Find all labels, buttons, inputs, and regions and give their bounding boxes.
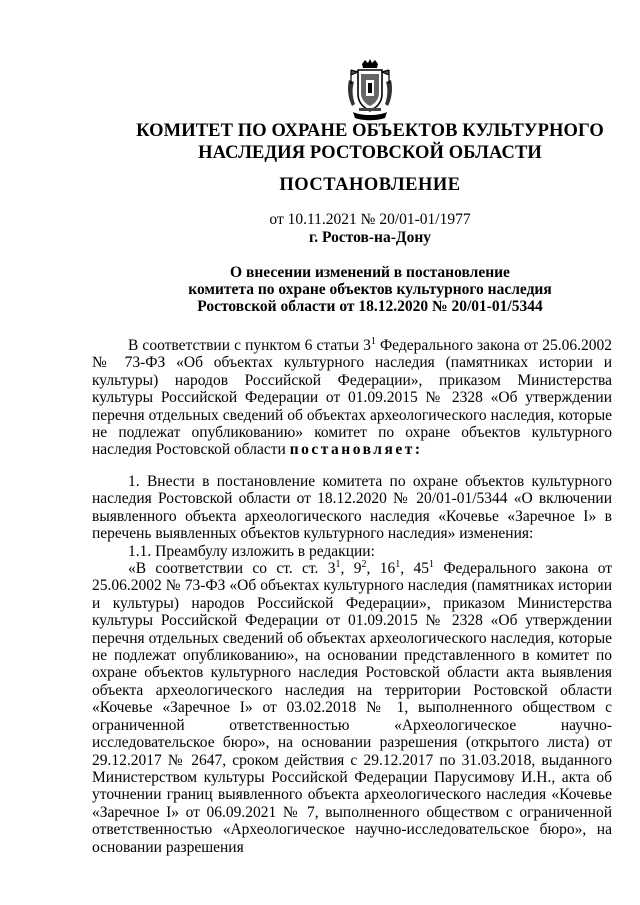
quote-text-1: «В соответствии со ст. ст. 3 bbox=[128, 560, 336, 578]
document-date-number: от 10.11.2021 № 20/01-01/1977 bbox=[269, 211, 471, 228]
decree-word: постановляет: bbox=[289, 441, 423, 459]
quote-text-4: , 45 bbox=[400, 560, 429, 578]
quote-sup-1: 1 bbox=[335, 558, 341, 570]
decree-body bbox=[92, 473, 612, 856]
preamble-text-a: В соответствии с пунктом 6 статьи 3 bbox=[128, 337, 371, 354]
quote-sup-2: 2 bbox=[361, 558, 367, 570]
document-type: ПОСТАНОВЛЕНИЕ bbox=[279, 175, 461, 195]
document-subject bbox=[0, 264, 640, 315]
preamble-paragraph bbox=[92, 337, 612, 459]
preamble-text-b: Федерального закона от 25.06.2002 № 73-ФЗ «Об объектах культурного наследия (памятниках истории и культуры) народов Российской Федерации», приказом Министерства культуры Российской Федерации от 01.09.2015 № 2328 «Об утверждении перечня отдельных сведений об объектах археологического наследия, которые не подлежат опубликованию» комитет по охране объектов культурного наследия Ростовской области bbox=[92, 337, 612, 459]
subject-line1: О внесении изменений в постановление bbox=[230, 264, 510, 281]
preamble-sup-a: 1 bbox=[370, 335, 376, 347]
quote-text-3: , 16 bbox=[366, 560, 396, 578]
document-city: г. Ростов-на-Дону bbox=[309, 229, 431, 246]
quoted-preamble bbox=[92, 560, 612, 856]
committee-name bbox=[0, 120, 640, 164]
quote-text-2: , 9 bbox=[340, 560, 362, 578]
quote-sup-4: 1 bbox=[428, 558, 434, 570]
subject-line3: Ростовской области от 18.12.2020 № 20/01-01/5344 bbox=[197, 298, 543, 315]
item-1: 1. Внести в постановление комитета по охране объектов культурного наследия Ростовской области от 18.12.2020 № 20/01-01/5344 «О включении выявленного объекта археологического наследия «Кочевье «Заречное I» в перечень выявленных объектов культурного наследия» изменения: bbox=[92, 473, 612, 543]
committee-name-line2: НАСЛЕДИЯ РОСТОВСКОЙ ОБЛАСТИ bbox=[198, 143, 542, 163]
committee-name-line1: КОМИТЕТ ПО ОХРАНЕ ОБЪЕКТОВ КУЛЬТУРНОГО bbox=[136, 121, 604, 141]
subject-line2: комитета по охране объектов культурного наследия bbox=[188, 281, 552, 298]
quote-text-5: Федерального закона от 25.06.2002 № 73-ФЗ «Об объектах культурного наследия (памятниках истории и культуры) народов Российской Федерации», приказом Министерства культуры Российской Федерации от 01.09.2015 № 2328 «Об утверждении перечня отдельных сведений об объектах археологического наследия, которые не подлежат опубликованию», на основании представленного в комитет по охране объектов культурного наследия Ростовской области акта выявления объекта археологического наследия на территории Ростовской области «Кочевье «Заречное I» от 03.02.2018 № 1, выполненного обществом с ограниченной ответственностью «Археологическое научно-исследовательское бюро», на основании разрешения (открытого листа) от 29.12.2017 № 2647, сроком действия с 29.12.2017 по 31.03.2018, выданного Министерством культуры Российской Федерации Парусимову И.Н., акта об уточнении границ выявленного объекта археологического наследия «Кочевье «Заречное I» от 06.09.2021 № 7, выполненного обществом с ограниченной ответственностью «Археологическое научно-исследовательское бюро», на основании разрешения bbox=[92, 560, 613, 856]
quote-sup-3: 1 bbox=[395, 558, 401, 570]
coat-of-arms-icon bbox=[345, 58, 395, 122]
item-1-1: 1.1. Преамбулу изложить в редакции: bbox=[128, 542, 375, 560]
